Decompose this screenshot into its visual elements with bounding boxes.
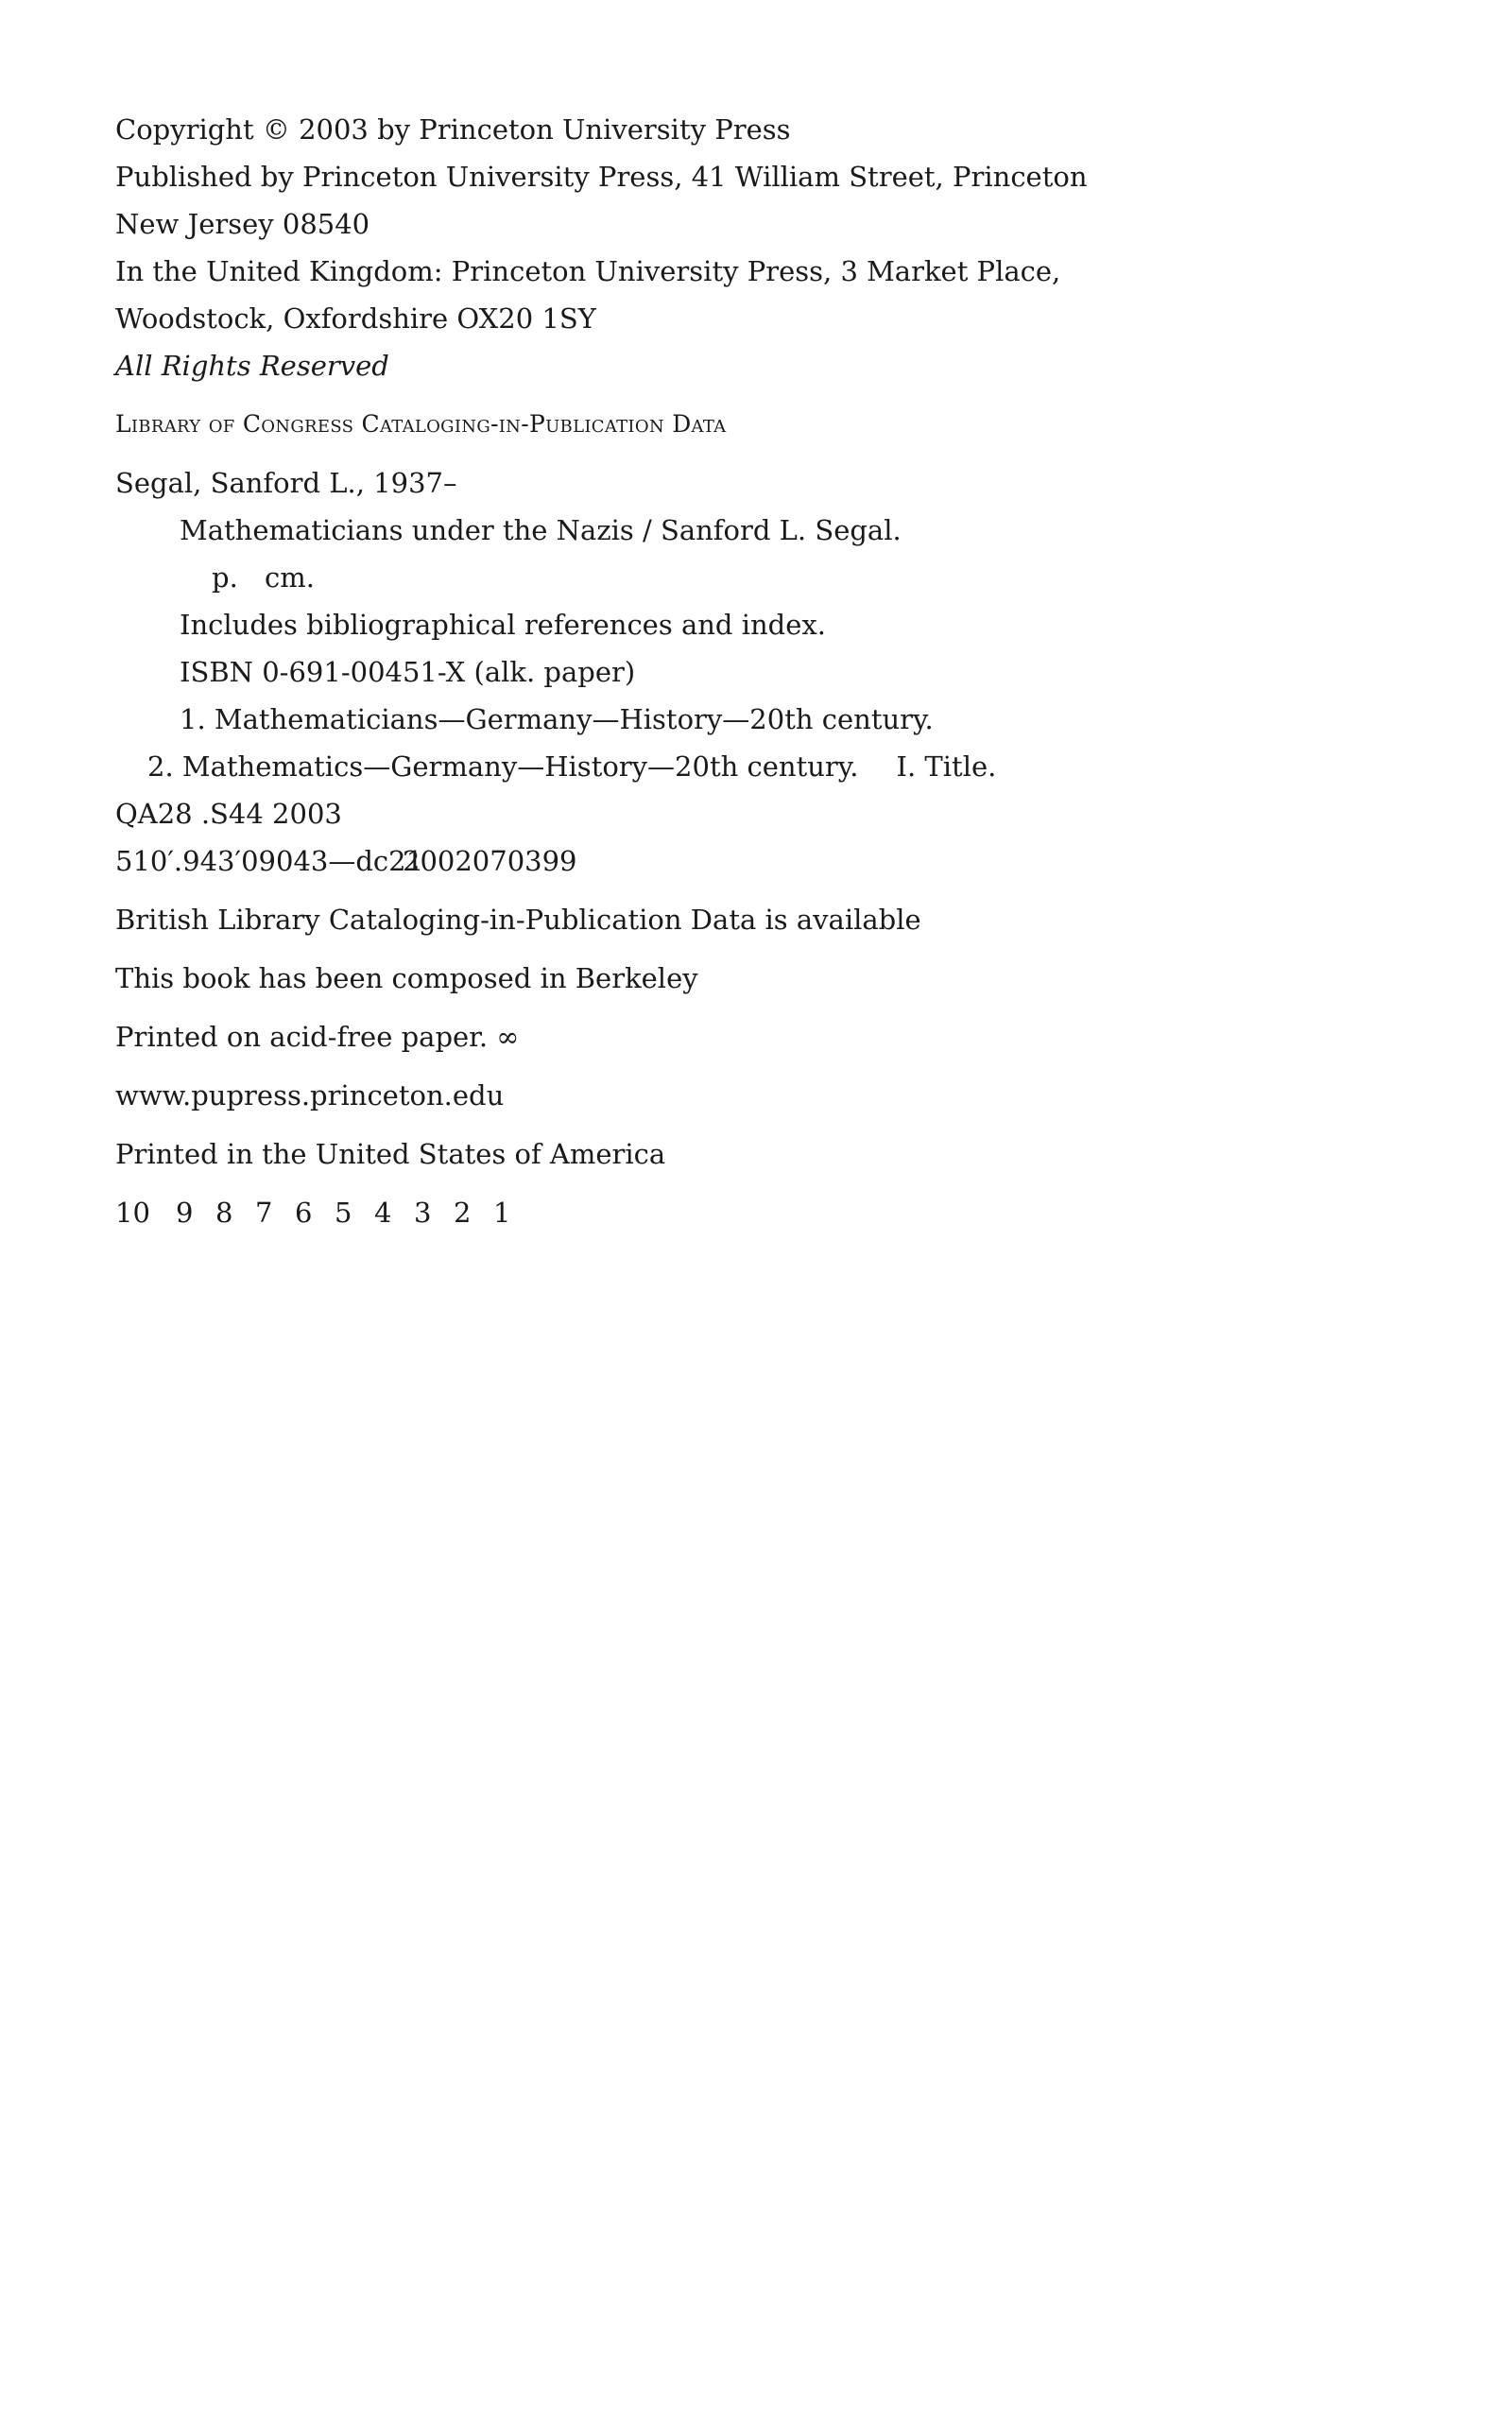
cip-classification-line <box>115 837 1344 885</box>
printing-number: 2 <box>454 1197 472 1229</box>
printing-number: 8 <box>215 1197 233 1229</box>
printed-line: Printed in the United States of America <box>115 1138 666 1170</box>
copyright-page <box>115 106 1344 1236</box>
printing-number: 4 <box>374 1197 392 1229</box>
printing-number: 3 <box>414 1197 432 1229</box>
cip-dewey: 510′.943′09043—dc21 <box>115 845 424 877</box>
cip-lccn: 2002070399 <box>403 845 577 877</box>
printing-number: 9 <box>176 1197 194 1229</box>
paper-line: Printed on acid-free paper. ∞ <box>115 1021 520 1053</box>
printing-number: 5 <box>335 1197 352 1229</box>
rights-reserved: All Rights Reserved <box>115 350 389 382</box>
printing-number: 6 <box>295 1197 313 1229</box>
composed-line: This book has been composed in Berkeley <box>115 962 698 994</box>
cip-notes: Includes bibliographical references and index. <box>180 609 826 641</box>
publisher-line: Published by Princeton University Press, 41 William Street, Princeton <box>115 161 1088 193</box>
cip-subject-2-line <box>115 743 1344 790</box>
cip-subject-1: 1. Mathematicians—Germany—History—20th century. <box>180 703 934 735</box>
cip-author: Segal, Sanford L., 1937– <box>115 467 457 499</box>
printing-number: 10 <box>115 1197 150 1229</box>
cip-physical <box>115 554 1344 601</box>
printing-line <box>115 1189 1344 1236</box>
copyright-line: Copyright © 2003 by Princeton University Press <box>115 113 791 146</box>
cip-call-number: QA28 .S44 2003 <box>115 798 342 830</box>
cip-title-entry: I. Title. <box>896 750 997 783</box>
printing-number: 7 <box>255 1197 273 1229</box>
cip-isbn: ISBN 0-691-00451-X (alk. paper) <box>180 656 636 688</box>
publisher-location-line: New Jersey 08540 <box>115 208 370 240</box>
cip-heading: Library of Congress Cataloging-in-Publication Data <box>115 410 727 438</box>
printing-number: 1 <box>493 1197 511 1229</box>
uk-publisher-line: In the United Kingdom: Princeton University Press, 3 Market Place, <box>115 255 1061 287</box>
cip-subject-2: 2. Mathematics—Germany—History—20th century. <box>147 750 859 783</box>
british-library-line: British Library Cataloging-in-Publication Data is available <box>115 904 921 936</box>
cip-pages: p. <box>212 561 238 594</box>
cip-cm: cm. <box>265 561 315 594</box>
uk-location-line: Woodstock, Oxfordshire OX20 1SY <box>115 302 596 335</box>
website-line: www.pupress.princeton.edu <box>115 1079 505 1112</box>
cip-title: Mathematicians under the Nazis / Sanford L. Segal. <box>180 514 902 546</box>
